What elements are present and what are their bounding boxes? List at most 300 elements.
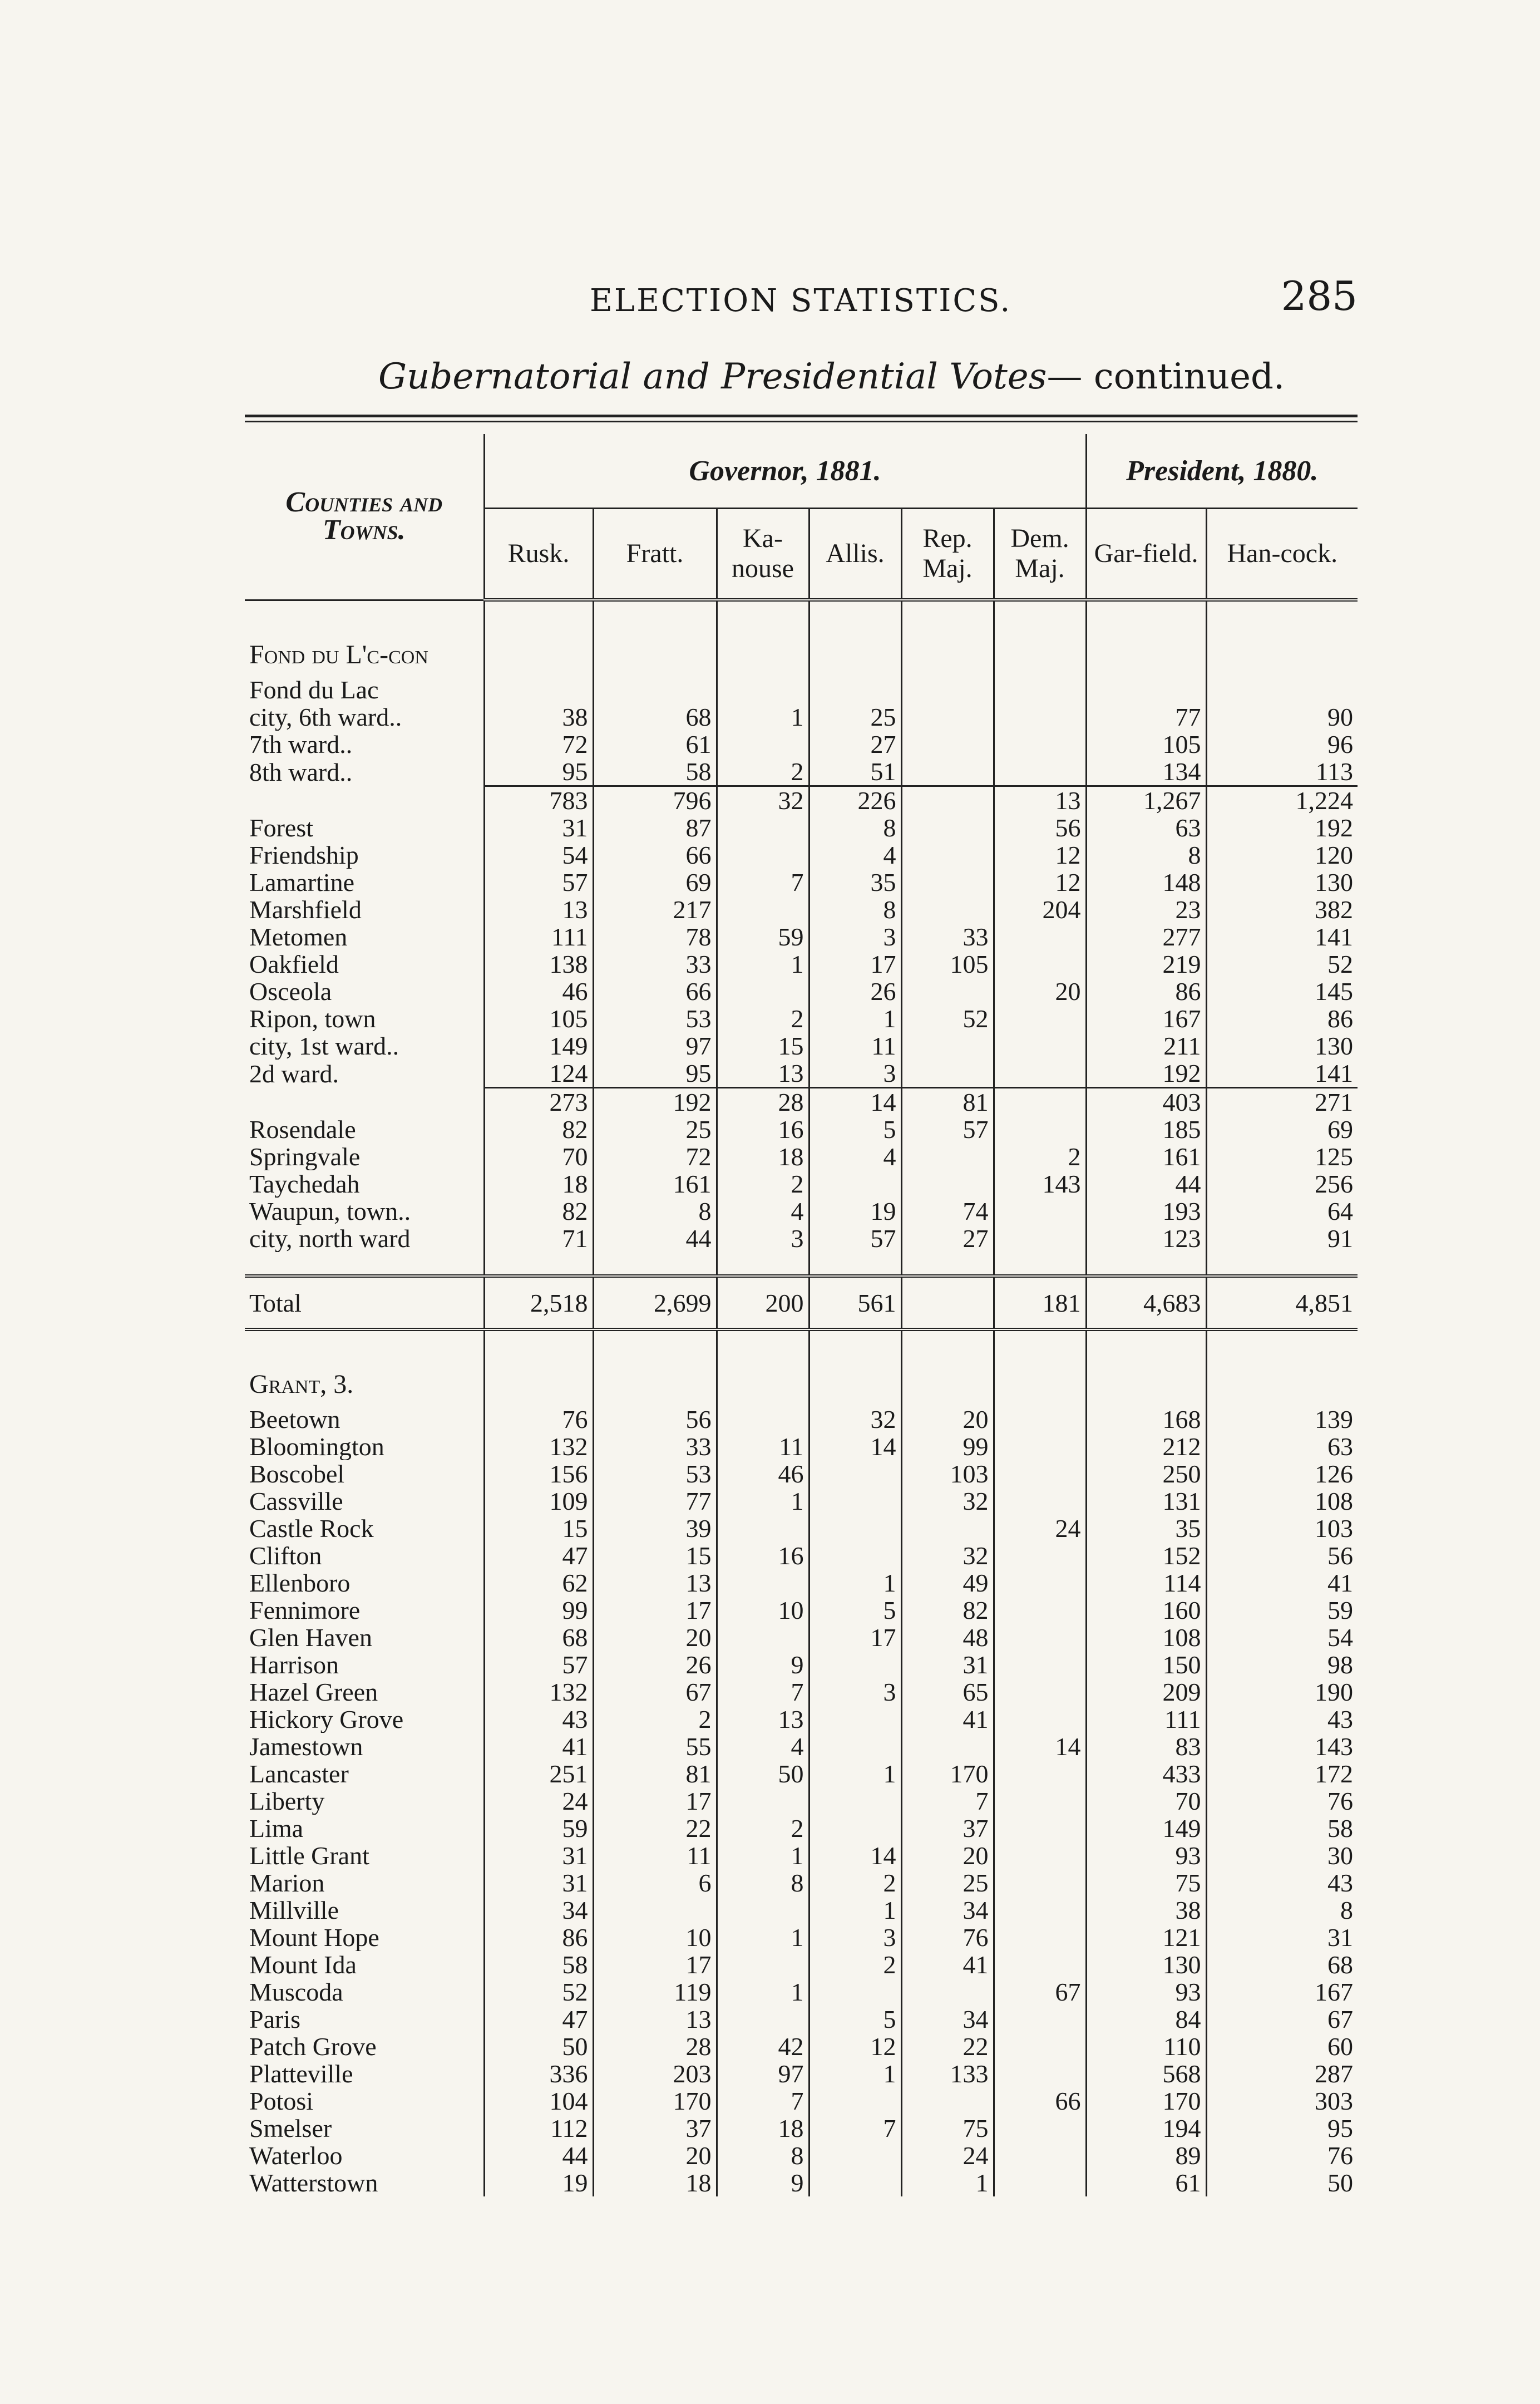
- empty-cell: [717, 600, 809, 676]
- vote-cell: 161: [1086, 1143, 1206, 1170]
- vote-cell: [901, 1060, 994, 1088]
- vote-cell: 49: [901, 1569, 994, 1597]
- vote-cell: 123: [1086, 1225, 1206, 1252]
- vote-cell: 141: [1206, 923, 1358, 950]
- row-name: Rosendale: [249, 1116, 356, 1143]
- header-president-1880: President, 1880.: [1086, 434, 1358, 509]
- vote-cell: 44: [484, 2142, 593, 2169]
- vote-cell: 134: [1086, 758, 1206, 786]
- vote-cell: 3: [809, 1924, 901, 1951]
- vote-cell: 14: [809, 1433, 901, 1460]
- table-row: [245, 1569, 1358, 1597]
- vote-cell: 13: [593, 1569, 717, 1597]
- vote-cell: [994, 923, 1086, 950]
- vote-cell: 15: [484, 1515, 593, 1542]
- vote-cell: 7: [809, 2115, 901, 2142]
- vote-cell: 111: [1086, 1706, 1206, 1733]
- vote-cell: 167: [1206, 1978, 1358, 2006]
- vote-cell: 41: [1206, 1569, 1358, 1597]
- vote-cell: [994, 758, 1086, 786]
- vote-cell: 7: [901, 1787, 994, 1815]
- vote-cell: 47: [484, 2006, 593, 2033]
- vote-cell: 1: [809, 1896, 901, 1924]
- vote-cell: 52: [901, 1005, 994, 1032]
- table-row: [245, 703, 1358, 731]
- vote-cell: 57: [484, 869, 593, 896]
- vote-cell: 95: [593, 1060, 717, 1088]
- row-name: Forest: [249, 814, 313, 841]
- vote-cell: 67: [593, 1678, 717, 1706]
- row-name: Osceola: [249, 978, 332, 1005]
- row-name: Platteville: [249, 2060, 353, 2087]
- empty-cell: [593, 1252, 717, 1276]
- vote-cell: 32: [901, 1487, 994, 1515]
- vote-cell: [994, 1005, 1086, 1032]
- vote-cell: [994, 1896, 1086, 1924]
- vote-cell: 50: [484, 2033, 593, 2060]
- vote-cell: 113: [1206, 758, 1358, 786]
- row-name: Muscoda: [249, 1978, 343, 2006]
- vote-cell: 18: [717, 1143, 809, 1170]
- row-name: 7th ward..: [249, 731, 353, 758]
- row-name: Marshfield: [249, 896, 362, 923]
- vote-cell: 11: [593, 1842, 717, 1869]
- vote-cell: 99: [484, 1597, 593, 1624]
- vote-cell: 19: [809, 1198, 901, 1225]
- vote-cell: 69: [1206, 1116, 1358, 1143]
- vote-cell: 132: [484, 1678, 593, 1706]
- vote-cell: 50: [717, 1760, 809, 1787]
- vote-cell: 20: [994, 978, 1086, 1005]
- vote-cell: 63: [1206, 1433, 1358, 1460]
- row-name: Bloomington: [249, 1433, 384, 1460]
- vote-cell: 6: [593, 1869, 717, 1896]
- vote-cell: [994, 1433, 1086, 1460]
- table-row: [245, 1460, 1358, 1487]
- vote-cell: 20: [901, 1842, 994, 1869]
- vote-cell: 27: [809, 731, 901, 758]
- row-name: 2d ward.: [249, 1060, 339, 1088]
- vote-cell: 14: [994, 1733, 1086, 1760]
- vote-cell: 82: [484, 1116, 593, 1143]
- vote-cell: 82: [901, 1597, 994, 1624]
- vote-cell: 54: [484, 841, 593, 869]
- vote-cell: 42: [717, 2033, 809, 2060]
- row-name: 8th ward..: [249, 758, 353, 786]
- document-page: [245, 267, 1358, 2270]
- table-row: [245, 1896, 1358, 1924]
- vote-cell: 3: [809, 923, 901, 950]
- vote-cell: 20: [593, 2142, 717, 2169]
- vote-cell: 8: [717, 1869, 809, 1896]
- empty-cell: [484, 600, 593, 676]
- empty-cell: [245, 1252, 484, 1276]
- vote-cell: 72: [484, 731, 593, 758]
- vote-cell: [994, 1624, 1086, 1651]
- vote-cell: [994, 1088, 1086, 1116]
- vote-cell: 53: [593, 1005, 717, 1032]
- vote-cell: 125: [1206, 1143, 1358, 1170]
- vote-cell: 433: [1086, 1760, 1206, 1787]
- table-row: [245, 2033, 1358, 2060]
- vote-cell: 31: [484, 814, 593, 841]
- vote-cell: [994, 676, 1086, 703]
- row-name: Little Grant: [249, 1842, 369, 1869]
- vote-cell: 43: [484, 1706, 593, 1733]
- vote-cell: 124: [484, 1060, 593, 1088]
- vote-cell: [717, 814, 809, 841]
- vote-cell: 783: [484, 786, 593, 815]
- row-name: Patch Grove: [249, 2033, 377, 2060]
- vote-cell: [717, 978, 809, 1005]
- vote-cell: 75: [901, 2115, 994, 2142]
- total-cell: 2,518: [484, 1276, 593, 1329]
- vote-cell: 9: [717, 2169, 809, 2196]
- table-row: [245, 1924, 1358, 1951]
- vote-cell: 26: [809, 978, 901, 1005]
- total-cell: 2,699: [593, 1276, 717, 1329]
- row-name: city, 6th ward..: [249, 703, 402, 731]
- vote-cell: 14: [809, 1088, 901, 1116]
- vote-cell: 382: [1206, 896, 1358, 923]
- row-name: Paris: [249, 2006, 300, 2033]
- vote-cell: [717, 1787, 809, 1815]
- vote-cell: 56: [1206, 1542, 1358, 1569]
- vote-cell: 19: [484, 2169, 593, 2196]
- vote-cell: 1: [717, 703, 809, 731]
- table-row: [245, 1597, 1358, 1624]
- vote-cell: 1: [809, 1569, 901, 1597]
- vote-cell: 3: [809, 1060, 901, 1088]
- vote-cell: [593, 1896, 717, 1924]
- row-name: Taychedah: [249, 1170, 360, 1198]
- vote-cell: 105: [901, 950, 994, 978]
- vote-cell: 1: [717, 1487, 809, 1515]
- vote-cell: 74: [901, 1198, 994, 1225]
- vote-cell: 52: [484, 1978, 593, 2006]
- vote-cell: 8: [809, 814, 901, 841]
- row-name: Lima: [249, 1815, 304, 1842]
- row-name: Cassville: [249, 1487, 343, 1515]
- vote-cell: 58: [1206, 1815, 1358, 1842]
- vote-cell: 1: [717, 1924, 809, 1951]
- subtitle-suffix: — continued.: [1047, 356, 1285, 397]
- vote-cell: 4: [809, 1143, 901, 1170]
- vote-cell: [994, 1815, 1086, 1842]
- vote-cell: 66: [593, 978, 717, 1005]
- row-name: Mount Ida: [249, 1951, 357, 1978]
- vote-cell: 1,224: [1206, 786, 1358, 815]
- vote-cell: 185: [1086, 1116, 1206, 1143]
- vote-cell: 18: [484, 1170, 593, 1198]
- vote-cell: 50: [1206, 2169, 1358, 2196]
- vote-cell: [994, 1060, 1086, 1088]
- header-counties-and-towns: Counties and Towns.: [245, 434, 484, 600]
- vote-cell: 5: [809, 1597, 901, 1624]
- vote-cell: [901, 758, 994, 786]
- vote-cell: 60: [1206, 2033, 1358, 2060]
- empty-cell: [809, 1252, 901, 1276]
- vote-cell: 24: [484, 1787, 593, 1815]
- vote-cell: 76: [1206, 1787, 1358, 1815]
- vote-cell: 273: [484, 1088, 593, 1116]
- vote-cell: 336: [484, 2060, 593, 2087]
- vote-cell: 18: [717, 2115, 809, 2142]
- vote-cell: 26: [593, 1651, 717, 1678]
- vote-cell: 143: [994, 1170, 1086, 1198]
- vote-cell: 68: [593, 703, 717, 731]
- vote-cell: 2: [994, 1143, 1086, 1170]
- vote-cell: 93: [1086, 1978, 1206, 2006]
- vote-cell: 17: [593, 1787, 717, 1815]
- empty-cell: [994, 1252, 1086, 1276]
- vote-cell: 1: [901, 2169, 994, 2196]
- vote-cell: 8: [1086, 841, 1206, 869]
- vote-cell: [994, 1678, 1086, 1706]
- vote-cell: 143: [1206, 1733, 1358, 1760]
- table-row: [245, 950, 1358, 978]
- row-name: Ripon, town: [249, 1005, 376, 1032]
- table-row: [245, 869, 1358, 896]
- vote-cell: 38: [1086, 1896, 1206, 1924]
- row-name: Castle Rock: [249, 1515, 374, 1542]
- row-name: Glen Haven: [249, 1624, 372, 1651]
- vote-cell: 34: [901, 1896, 994, 1924]
- vote-cell: 72: [593, 1143, 717, 1170]
- vote-cell: 43: [1206, 1706, 1358, 1733]
- vote-cell: [994, 1032, 1086, 1060]
- empty-cell: [1086, 600, 1206, 676]
- vote-cell: [994, 1760, 1086, 1787]
- vote-cell: [994, 1597, 1086, 1624]
- table-row: [245, 1678, 1358, 1706]
- empty-cell: [717, 1252, 809, 1276]
- table-row: [245, 1060, 1358, 1088]
- vote-cell: 17: [593, 1597, 717, 1624]
- table-row: [245, 1225, 1358, 1252]
- table-row: [245, 2142, 1358, 2169]
- vote-cell: 193: [1086, 1198, 1206, 1225]
- vote-cell: 30: [1206, 1842, 1358, 1869]
- vote-cell: 41: [901, 1706, 994, 1733]
- vote-cell: 226: [809, 786, 901, 815]
- vote-cell: [717, 1515, 809, 1542]
- vote-cell: 211: [1086, 1032, 1206, 1060]
- vote-cell: [901, 676, 994, 703]
- vote-cell: [994, 1225, 1086, 1252]
- vote-cell: 403: [1086, 1088, 1206, 1116]
- vote-cell: 105: [484, 1005, 593, 1032]
- vote-cell: 87: [593, 814, 717, 841]
- vote-cell: 139: [1206, 1406, 1358, 1433]
- vote-cell: 217: [593, 896, 717, 923]
- vote-cell: 796: [593, 786, 717, 815]
- vote-cell: [809, 1706, 901, 1733]
- vote-cell: 3: [717, 1225, 809, 1252]
- total-label: Total: [245, 1276, 484, 1329]
- row-name: Springvale: [249, 1143, 361, 1170]
- vote-cell: 4: [717, 1198, 809, 1225]
- vote-cell: 130: [1206, 1032, 1358, 1060]
- vote-cell: [717, 1406, 809, 1433]
- col-header-garfield: Gar-field.: [1086, 509, 1206, 600]
- vote-cell: 9: [717, 1651, 809, 1678]
- vote-cell: 192: [593, 1088, 717, 1116]
- vote-cell: 2: [809, 1951, 901, 1978]
- vote-cell: 61: [593, 731, 717, 758]
- vote-cell: 170: [1086, 2087, 1206, 2115]
- vote-cell: [809, 1651, 901, 1678]
- vote-cell: 11: [717, 1433, 809, 1460]
- vote-cell: 57: [901, 1116, 994, 1143]
- table-row: [245, 2006, 1358, 2033]
- table-row: [245, 2060, 1358, 2087]
- vote-cell: [717, 1896, 809, 1924]
- top-double-rule: [245, 415, 1358, 422]
- vote-cell: 7: [717, 869, 809, 896]
- vote-cell: [994, 1842, 1086, 1869]
- row-name: Mount Hope: [249, 1924, 379, 1951]
- vote-cell: 256: [1206, 1170, 1358, 1198]
- table-row: [245, 1198, 1358, 1225]
- vote-cell: 132: [484, 1433, 593, 1460]
- vote-cell: 10: [593, 1924, 717, 1951]
- vote-cell: [717, 731, 809, 758]
- vote-cell: [994, 1116, 1086, 1143]
- vote-cell: 97: [593, 1032, 717, 1060]
- vote-cell: 51: [809, 758, 901, 786]
- total-cell: 4,851: [1206, 1276, 1358, 1329]
- vote-cell: 141: [1206, 1060, 1358, 1088]
- vote-cell: 20: [901, 1406, 994, 1433]
- vote-cell: 78: [593, 923, 717, 950]
- table-row: [245, 1706, 1358, 1733]
- vote-cell: 104: [484, 2087, 593, 2115]
- vote-cell: 287: [1206, 2060, 1358, 2087]
- vote-cell: 25: [901, 1869, 994, 1896]
- total-cell: 200: [717, 1276, 809, 1329]
- vote-cell: 194: [1086, 2115, 1206, 2142]
- row-name: Fond du Lac: [249, 676, 379, 703]
- vote-cell: 48: [901, 1624, 994, 1651]
- row-name: Waterloo: [249, 2142, 343, 2169]
- empty-cell: [717, 1329, 809, 1406]
- page-header: [245, 267, 1358, 328]
- row-name: Liberty: [249, 1787, 325, 1815]
- vote-cell: 18: [593, 2169, 717, 2196]
- vote-cell: 5: [809, 1116, 901, 1143]
- vote-cell: 277: [1086, 923, 1206, 950]
- vote-cell: 64: [1206, 1198, 1358, 1225]
- vote-cell: 7: [717, 1678, 809, 1706]
- table-row: [245, 1624, 1358, 1651]
- running-head: ELECTION STATISTICS.: [590, 283, 1012, 319]
- empty-cell: [809, 600, 901, 676]
- vote-cell: 25: [809, 703, 901, 731]
- table-row: [245, 1032, 1358, 1060]
- vote-cell: 190: [1206, 1678, 1358, 1706]
- row-name: Harrison: [249, 1651, 339, 1678]
- vote-cell: 57: [809, 1225, 901, 1252]
- vote-cell: [994, 2169, 1086, 2196]
- vote-cell: 70: [1086, 1787, 1206, 1815]
- vote-cell: 55: [593, 1733, 717, 1760]
- vote-cell: 126: [1206, 1460, 1358, 1487]
- vote-cell: 204: [994, 896, 1086, 923]
- vote-cell: 148: [1086, 869, 1206, 896]
- vote-cell: [994, 2142, 1086, 2169]
- col-header-kanouse: Ka-nouse: [717, 509, 809, 600]
- vote-cell: [809, 1170, 901, 1198]
- vote-cell: 160: [1086, 1597, 1206, 1624]
- vote-cell: 32: [809, 1406, 901, 1433]
- vote-cell: 97: [717, 2060, 809, 2087]
- vote-cell: [809, 1515, 901, 1542]
- vote-cell: 47: [484, 1542, 593, 1569]
- table-row: [245, 2169, 1358, 2196]
- subtotal-row: [245, 786, 1358, 815]
- vote-cell: 69: [593, 869, 717, 896]
- empty-cell: [901, 600, 994, 676]
- row-name: Waupun, town..: [249, 1198, 411, 1225]
- vote-cell: [994, 1924, 1086, 1951]
- vote-cell: [901, 1032, 994, 1060]
- row-name: Oakfield: [249, 950, 339, 978]
- row-name: Jamestown: [249, 1733, 363, 1760]
- vote-cell: 59: [484, 1815, 593, 1842]
- table-row: [245, 1651, 1358, 1678]
- table-row: [245, 841, 1358, 869]
- section-heading-row: [245, 1329, 1358, 1406]
- vote-cell: 22: [901, 2033, 994, 2060]
- vote-cell: 31: [1206, 1924, 1358, 1951]
- vote-cell: [901, 2087, 994, 2115]
- vote-cell: 212: [1086, 1433, 1206, 1460]
- empty-cell: [809, 1329, 901, 1406]
- vote-cell: 38: [484, 703, 593, 731]
- vote-cell: 105: [1086, 731, 1206, 758]
- vote-cell: 44: [1086, 1170, 1206, 1198]
- vote-cell: [994, 1406, 1086, 1433]
- total-cell: 181: [994, 1276, 1086, 1329]
- vote-cell: 91: [1206, 1225, 1358, 1252]
- vote-cell: 13: [484, 896, 593, 923]
- vote-cell: [994, 1869, 1086, 1896]
- vote-cell: 98: [1206, 1651, 1358, 1678]
- empty-cell: [1206, 600, 1358, 676]
- table-row: [245, 923, 1358, 950]
- vote-cell: [994, 2033, 1086, 2060]
- vote-cell: [717, 1569, 809, 1597]
- vote-cell: 52: [1206, 950, 1358, 978]
- table-row: [245, 814, 1358, 841]
- total-row: [245, 1276, 1358, 1329]
- vote-cell: 33: [593, 1433, 717, 1460]
- vote-cell: [994, 1198, 1086, 1225]
- vote-cell: [901, 1733, 994, 1760]
- vote-cell: 57: [484, 1651, 593, 1678]
- vote-cell: [994, 1787, 1086, 1815]
- vote-cell: [994, 1487, 1086, 1515]
- vote-cell: [1086, 676, 1206, 703]
- vote-cell: 15: [593, 1542, 717, 1569]
- vote-cell: 22: [593, 1815, 717, 1842]
- vote-cell: 58: [593, 758, 717, 786]
- vote-cell: 12: [994, 869, 1086, 896]
- vote-cell: 152: [1086, 1542, 1206, 1569]
- vote-cell: 103: [901, 1460, 994, 1487]
- vote-cell: 1: [809, 2060, 901, 2087]
